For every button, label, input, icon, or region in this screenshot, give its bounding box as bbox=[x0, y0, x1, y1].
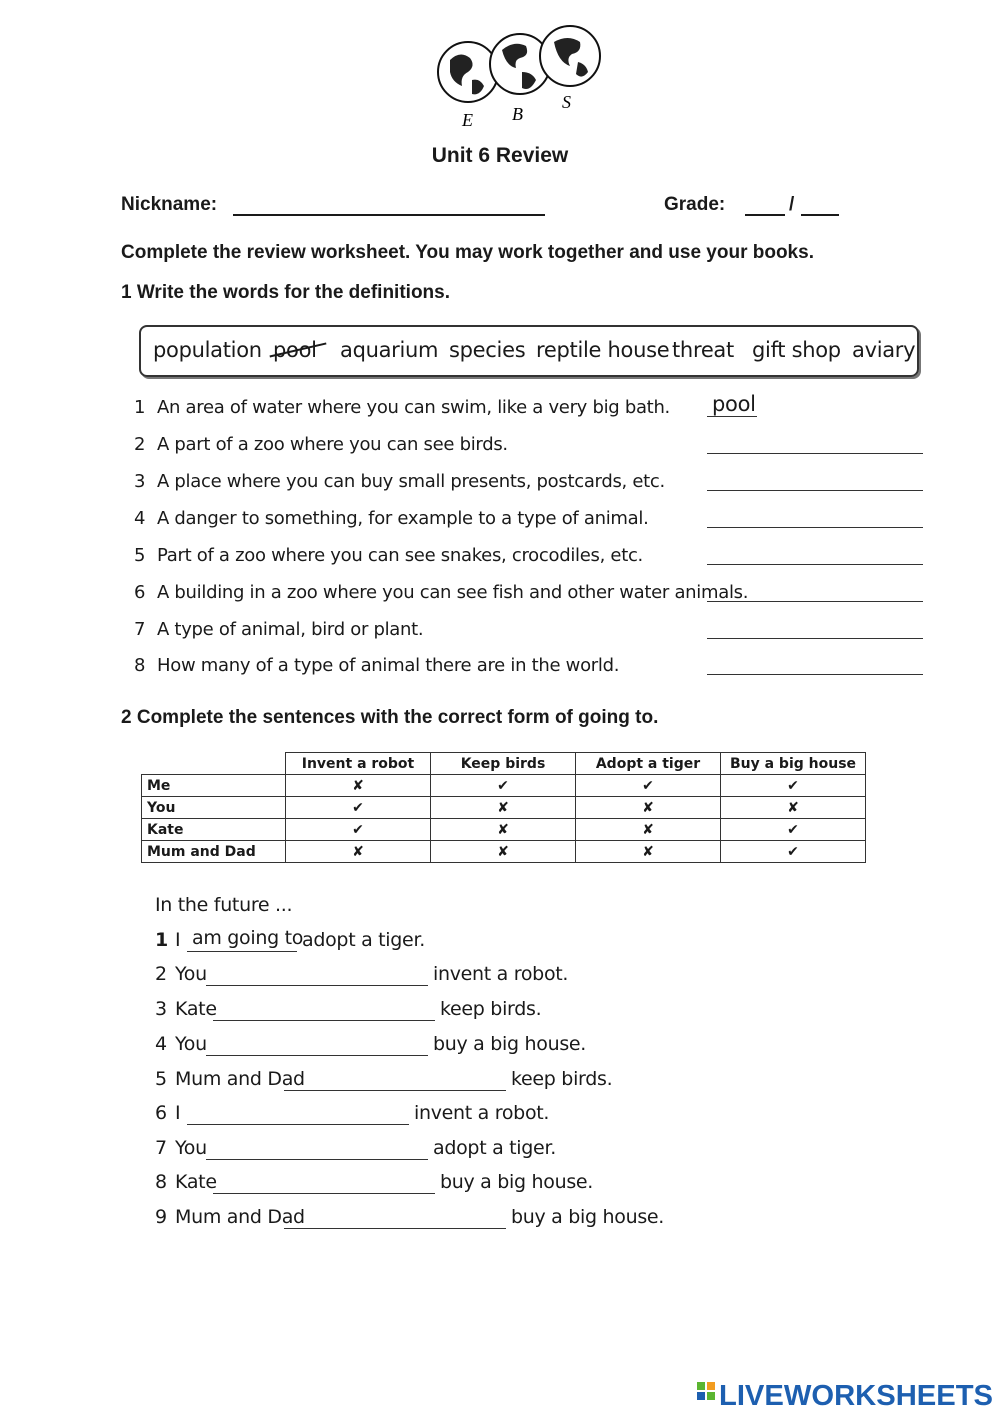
logo-square-green-2 bbox=[707, 1392, 715, 1400]
table-mark: ✔ bbox=[721, 819, 866, 841]
sentence-answer-line[interactable] bbox=[213, 1193, 435, 1194]
definition-text: A place where you can buy small presents, postcards, etc. bbox=[157, 471, 665, 492]
table-mark: ✘ bbox=[431, 819, 576, 841]
table-row bbox=[142, 841, 866, 863]
table-row-label: Me bbox=[142, 775, 286, 797]
instructions: Complete the review worksheet. You may work together and use your books. bbox=[121, 242, 814, 263]
logo-letter-s: S bbox=[562, 92, 571, 112]
definition-number: 5 bbox=[134, 545, 146, 566]
definition-text: An area of water where you can swim, like a very big bath. bbox=[157, 397, 670, 418]
table-row bbox=[142, 775, 866, 797]
table-column-header: Invent a robot bbox=[286, 753, 431, 775]
sentence-subject: I bbox=[175, 1102, 181, 1124]
sentence-subject: Kate bbox=[175, 1171, 217, 1193]
definition-number: 1 bbox=[134, 397, 146, 418]
sentence-ending: buy a big house. bbox=[511, 1206, 665, 1228]
definition-number: 4 bbox=[134, 508, 146, 529]
sentence-number: 1 bbox=[155, 929, 168, 951]
definition-number: 6 bbox=[134, 582, 146, 603]
table-column-header: Adopt a tiger bbox=[576, 753, 721, 775]
logo-letter-b: B bbox=[512, 104, 523, 124]
table-column-header: Keep birds bbox=[431, 753, 576, 775]
table-mark: ✘ bbox=[576, 819, 721, 841]
definition-answer-line[interactable] bbox=[707, 490, 923, 491]
sentence-number: 7 bbox=[155, 1137, 167, 1159]
nickname-label: Nickname: bbox=[121, 194, 218, 215]
grade-slash: / bbox=[789, 194, 795, 215]
word-box-item: reptile house bbox=[536, 338, 670, 362]
logo-square-blue bbox=[697, 1392, 705, 1400]
sentence-answer-line[interactable] bbox=[284, 1228, 506, 1229]
definition-answer-line[interactable] bbox=[707, 674, 923, 675]
grade-score-input-line[interactable] bbox=[745, 214, 785, 216]
sentence-subject: Mum and Dad bbox=[175, 1068, 305, 1090]
sentence-answer-line[interactable] bbox=[206, 985, 428, 986]
logo-letter-e: E bbox=[462, 110, 473, 130]
sentence-number: 2 bbox=[155, 963, 167, 985]
logo-square-green bbox=[697, 1382, 705, 1390]
sentence-ending: adopt a tiger. bbox=[433, 1137, 556, 1159]
definition-text: A danger to something, for example to a type of animal. bbox=[157, 508, 649, 529]
sentence-answer-line[interactable] bbox=[206, 1055, 428, 1056]
definition-number: 7 bbox=[134, 619, 146, 640]
sentence-ending: adopt a tiger. bbox=[302, 929, 425, 951]
liveworksheets-brand-text: LIVEWORKSHEETS bbox=[719, 1380, 993, 1410]
word-box-item-crossed: pool bbox=[273, 338, 317, 362]
sentence-subject: I bbox=[175, 929, 181, 951]
definition-text: A building in a zoo where you can see fish and other water animals. bbox=[157, 582, 749, 603]
sentence-subject: You bbox=[175, 963, 207, 985]
sentence-subject: You bbox=[175, 1033, 207, 1055]
table-mark: ✔ bbox=[431, 775, 576, 797]
definition-text: A type of animal, bird or plant. bbox=[157, 619, 424, 640]
school-logo-globes bbox=[432, 24, 608, 132]
table-mark: ✘ bbox=[576, 841, 721, 863]
table-mark: ✘ bbox=[431, 841, 576, 863]
table-mark: ✘ bbox=[286, 775, 431, 797]
liveworksheets-logo bbox=[697, 1378, 995, 1410]
word-box-item: species bbox=[449, 338, 526, 362]
page-title: Unit 6 Review bbox=[431, 144, 569, 167]
sentence-ending: buy a big house. bbox=[433, 1033, 587, 1055]
sentence-example-fill: am going to bbox=[192, 927, 304, 949]
table-mark: ✘ bbox=[576, 797, 721, 819]
sentence-answer-line[interactable] bbox=[284, 1090, 506, 1091]
word-box-item: aquarium bbox=[340, 338, 439, 362]
definition-answer-line[interactable] bbox=[707, 601, 923, 602]
plans-table bbox=[141, 752, 866, 863]
definition-answer-line[interactable] bbox=[707, 527, 923, 528]
sentence-answer-line[interactable] bbox=[206, 1159, 428, 1160]
word-box-item: gift shop bbox=[752, 338, 841, 362]
sentence-ending: buy a big house. bbox=[440, 1171, 594, 1193]
table-mark: ✔ bbox=[721, 841, 866, 863]
definition-answer-line[interactable] bbox=[707, 564, 923, 565]
definition-text: A part of a zoo where you can see birds. bbox=[157, 434, 508, 455]
definition-text: Part of a zoo where you can see snakes, crocodiles, etc. bbox=[157, 545, 643, 566]
word-box-item: population bbox=[153, 338, 262, 362]
grade-label: Grade: bbox=[664, 194, 726, 215]
nickname-input-line[interactable] bbox=[233, 214, 545, 216]
sentence-subject: Kate bbox=[175, 998, 217, 1020]
sentence-answer-line[interactable] bbox=[213, 1020, 435, 1021]
table-mark: ✘ bbox=[431, 797, 576, 819]
table-row bbox=[142, 797, 866, 819]
sentence-number: 5 bbox=[155, 1068, 167, 1090]
future-intro: In the future ... bbox=[155, 894, 293, 916]
definition-example-answer: pool bbox=[712, 392, 756, 416]
section1-title: 1 Write the words for the definitions. bbox=[121, 282, 451, 303]
sentence-ending: keep birds. bbox=[511, 1068, 613, 1090]
table-mark: ✘ bbox=[286, 841, 431, 863]
section2-title: 2 Complete the sentences with the correct form of going to. bbox=[121, 707, 659, 728]
sentence-ending: keep birds. bbox=[440, 998, 542, 1020]
sentence-number: 3 bbox=[155, 998, 167, 1020]
sentence-subject: Mum and Dad bbox=[175, 1206, 305, 1228]
sentence-ending: invent a robot. bbox=[414, 1102, 550, 1124]
table-row bbox=[142, 819, 866, 841]
sentence-number: 6 bbox=[155, 1102, 167, 1124]
word-box-item: aviary bbox=[852, 338, 916, 362]
table-row-label: Mum and Dad bbox=[142, 841, 286, 863]
table-column-header: Buy a big house bbox=[721, 753, 866, 775]
sentence-number: 9 bbox=[155, 1206, 167, 1228]
definition-answer-line bbox=[707, 416, 757, 417]
sentence-ending: invent a robot. bbox=[433, 963, 569, 985]
definition-number: 2 bbox=[134, 434, 146, 455]
definition-answer-line[interactable] bbox=[707, 638, 923, 639]
sentence-answer-line[interactable] bbox=[187, 1124, 409, 1125]
definition-answer-line[interactable] bbox=[707, 453, 923, 454]
definition-number: 8 bbox=[134, 655, 146, 676]
grade-total-input-line[interactable] bbox=[801, 214, 839, 216]
table-mark: ✔ bbox=[286, 797, 431, 819]
table-row-label: You bbox=[142, 797, 286, 819]
logo-square-orange bbox=[707, 1382, 715, 1390]
sentence-answer-line bbox=[187, 951, 297, 952]
table-row-label: Kate bbox=[142, 819, 286, 841]
table-mark: ✘ bbox=[721, 797, 866, 819]
sentence-number: 8 bbox=[155, 1171, 167, 1193]
table-mark: ✔ bbox=[721, 775, 866, 797]
table-mark: ✔ bbox=[576, 775, 721, 797]
definition-number: 3 bbox=[134, 471, 146, 492]
definition-text: How many of a type of animal there are in the world. bbox=[157, 655, 620, 676]
sentence-subject: You bbox=[175, 1137, 207, 1159]
table-mark: ✔ bbox=[286, 819, 431, 841]
word-box-item: threat bbox=[672, 338, 734, 362]
table-corner bbox=[142, 753, 286, 775]
sentence-number: 4 bbox=[155, 1033, 167, 1055]
